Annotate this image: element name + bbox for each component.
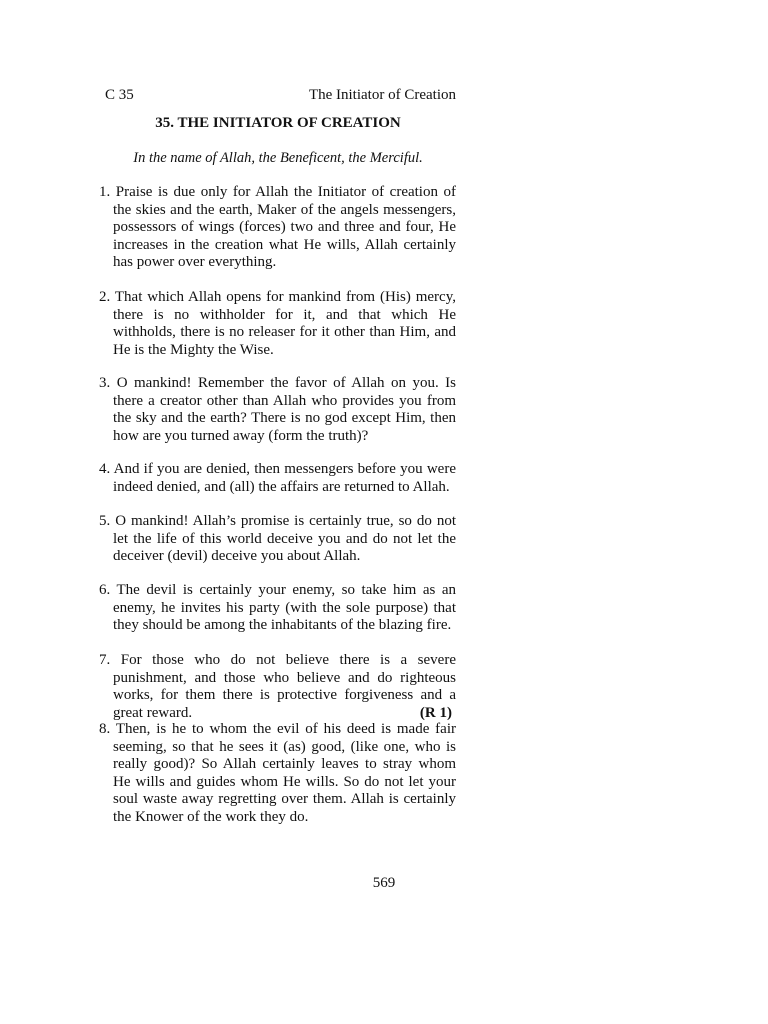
chapter-title: 35. THE INITIATOR OF CREATION <box>155 115 401 131</box>
verse-5 <box>99 513 456 566</box>
verse-text: Then, is he to whom the evil of his deed is made fair seeming, so that he sees it (as) good, (like one, who is really good)? So Allah certainly leaves to stray whom He wills and guides whom He wills. So do not let your soul waste away regretting over them. Allah is certainly the Knower of the work they do. <box>113 721 457 825</box>
verse-text: The devil is certainly your enemy, so take him as an enemy, he invites his party (with the sole purpose) that they should be among the inhabitants of the blazing fire. <box>113 582 456 633</box>
verse-3 <box>99 375 456 445</box>
verse-1 <box>99 184 456 272</box>
verse-number: 8. <box>99 721 111 737</box>
verse-number: 2. <box>99 289 111 305</box>
verse-4 <box>99 461 456 496</box>
verse-number: 3. <box>99 375 111 391</box>
chapter-code: C 35 <box>105 87 134 103</box>
verse-2 <box>99 289 456 359</box>
verse-6 <box>99 582 456 635</box>
verse-number: 6. <box>99 582 111 598</box>
basmala: In the name of Allah, the Beneficent, the Merciful. <box>133 150 423 166</box>
verse-number: 7. <box>99 652 111 668</box>
running-title: The Initiator of Creation <box>308 87 456 103</box>
ruku-marker: (R 1) <box>419 704 452 721</box>
verse-text: Praise is due only for Allah the Initiator of creation of the skies and the earth, Maker of the angels messengers, possessors of wings (forces) two and three and four, He increases in the creation what He wills, Allah certainly has power over everything. <box>113 184 456 270</box>
verse-number: 5. <box>99 513 111 529</box>
verse-text: O mankind! Allah’s promise is certainly true, so do not let the life of this world deceive you and do not let the deceiver (devil) deceive you about Allah. <box>113 513 457 564</box>
page-number: 569 <box>372 875 396 891</box>
verse-8 <box>99 721 456 826</box>
verse-text: That which Allah opens for mankind from (His) mercy, there is no withholder for it, and that which He withholds, there is no releaser for it other than Him, and He is the Mighty the Wise. <box>113 289 456 358</box>
verse-text: And if you are denied, then messengers before you were indeed denied, and (all) the affairs are returned to Allah. <box>113 461 456 495</box>
verse-text: O mankind! Remember the favor of Allah on you. Is there a creator other than Allah who provides you from the sky and the earth? There is no god except Him, then how are you turned away (form the truth)? <box>113 375 457 444</box>
verse-number: 4. <box>99 461 111 477</box>
verse-7 <box>99 652 456 722</box>
verse-text: For those who do not believe there is a severe punishment, and those who believe and do righteous works, for them there is protective forgiveness and a great reward. <box>113 652 456 721</box>
verse-number: 1. <box>99 184 111 200</box>
